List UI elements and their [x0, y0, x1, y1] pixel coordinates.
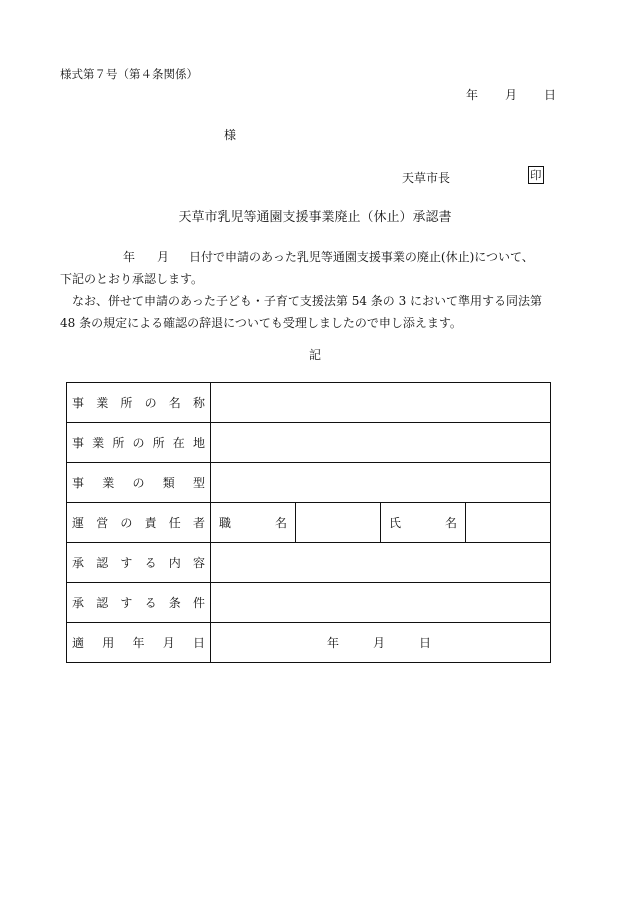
issue-date-year: 年	[466, 88, 479, 102]
body-month: 月	[157, 250, 170, 264]
effective-date	[327, 634, 431, 651]
body-line-1-rest: 日付で申請のあった乳児等通園支援事業の廃止(休止)について、	[189, 250, 534, 264]
position-label: 職 名	[219, 516, 287, 530]
name-value-cell	[466, 503, 551, 543]
body-line-3: なお、併せて申請のあった子ども・子育て支援法第 54 条の 3 において準用する同法第	[72, 294, 543, 308]
row-label	[67, 463, 211, 503]
addressee-suffix: 様	[224, 128, 237, 142]
label-text: 承 認 す る 条 件	[72, 596, 205, 610]
table-row	[67, 623, 551, 663]
effective-month: 月	[372, 636, 385, 650]
record-label: 記	[308, 348, 321, 362]
table-row	[67, 463, 551, 503]
row-label	[67, 383, 211, 423]
value-cell	[211, 463, 551, 503]
table-row	[67, 383, 551, 423]
seal-mark: 印	[530, 168, 542, 182]
issue-date-day: 日	[543, 88, 556, 102]
body-text	[60, 246, 560, 334]
effective-day: 日	[418, 636, 431, 650]
body-year: 年	[123, 250, 136, 264]
table-row	[67, 423, 551, 463]
row-label	[67, 423, 211, 463]
row-label	[67, 583, 211, 623]
issue-date-month: 月	[504, 88, 517, 102]
label-text: 事 業 所 の 名 称	[72, 396, 205, 410]
effective-year: 年	[327, 636, 340, 650]
issuer-name: 天草市長	[402, 171, 451, 185]
value-cell	[211, 543, 551, 583]
table-row	[67, 503, 551, 543]
table-row	[67, 583, 551, 623]
value-cell	[211, 383, 551, 423]
name-label: 氏 名	[389, 516, 457, 530]
value-cell	[211, 583, 551, 623]
position-value-cell	[296, 503, 381, 543]
label-text: 事 業 の 類 型	[72, 476, 205, 490]
approval-table	[66, 382, 551, 663]
label-text: 適 用 年 月 日	[72, 636, 205, 650]
issue-date	[466, 86, 556, 103]
body-line-4: 48 条の規定による確認の辞退についても受理しましたので申し添えます。	[60, 316, 462, 330]
form-number: 様式第７号（第４条関係）	[60, 67, 198, 81]
value-cell	[211, 423, 551, 463]
body-line-1	[60, 246, 560, 268]
label-text: 運 営 の 責 任 者	[72, 516, 205, 530]
label-text: 承 認 す る 内 容	[72, 556, 205, 570]
row-label	[67, 623, 211, 663]
position-label-cell	[211, 503, 296, 543]
row-label	[67, 543, 211, 583]
body-line-2: 下記のとおり承認します。	[60, 272, 204, 286]
label-text: 事 業 所 の 所 在 地	[72, 436, 205, 450]
row-label	[67, 503, 211, 543]
value-cell	[211, 623, 551, 663]
name-label-cell	[381, 503, 466, 543]
document-title: 天草市乳児等通園支援事業廃止（休止）承認書	[178, 210, 452, 225]
table-row	[67, 543, 551, 583]
